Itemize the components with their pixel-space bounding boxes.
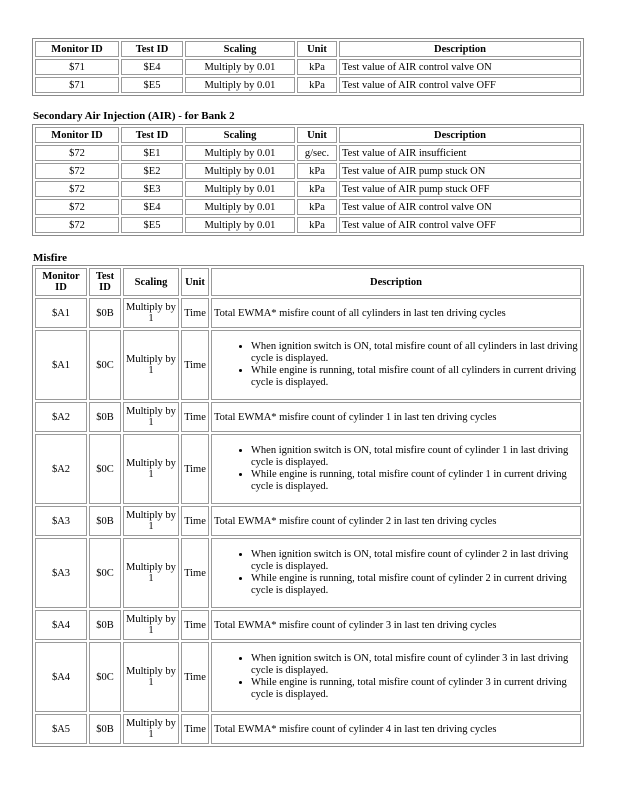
monitor-id-cell: $72 <box>35 145 119 161</box>
test-id-cell: $0B <box>89 298 121 328</box>
monitor-id-cell: $A4 <box>35 642 87 712</box>
unit-cell: Time <box>181 714 209 744</box>
table-row <box>35 298 581 328</box>
monitor-id-cell: $72 <box>35 181 119 197</box>
table-row <box>35 163 581 179</box>
unit-cell: Time <box>181 402 209 432</box>
table-body <box>35 298 581 744</box>
bullet-item: • While engine is running, total misfire count of all cylinders in current driving cycle is displayed. <box>251 365 578 389</box>
table-body <box>35 59 581 93</box>
bullet-list <box>214 549 578 597</box>
bullet-list <box>214 653 578 701</box>
bullet-list <box>214 445 578 493</box>
test-id-cell: $E5 <box>121 77 183 93</box>
description-cell: Total EWMA* misfire count of cylinder 1 in last ten driving cycles <box>211 402 581 432</box>
scaling-cell: Multiply by 1 <box>123 610 179 640</box>
test-id-cell: $0B <box>89 402 121 432</box>
monitor-id-cell: $A3 <box>35 538 87 608</box>
unit-cell: g/sec. <box>297 145 337 161</box>
header-test-id: Test ID <box>89 268 121 296</box>
description-cell: Test value of AIR control valve ON <box>339 199 581 215</box>
header-description: Description <box>339 41 581 57</box>
unit-cell: kPa <box>297 181 337 197</box>
bullet-item: • When ignition switch is ON, total misfire count of all cylinders in last driving cycle is displayed. <box>251 341 578 365</box>
monitor-id-cell: $A3 <box>35 506 87 536</box>
bullet-item: • When ignition switch is ON, total misfire count of cylinder 1 in last driving cycle is displayed. <box>251 445 578 469</box>
scaling-cell: Multiply by 0.01 <box>185 77 295 93</box>
air-bank2-table <box>32 124 584 236</box>
unit-cell: kPa <box>297 163 337 179</box>
test-id-cell: $0B <box>89 610 121 640</box>
test-id-cell: $0C <box>89 538 121 608</box>
header-row <box>35 268 581 296</box>
monitor-id-cell: $71 <box>35 59 119 75</box>
unit-cell: Time <box>181 298 209 328</box>
header-test-id: Test ID <box>121 127 183 143</box>
test-id-cell: $0C <box>89 642 121 712</box>
header-test-id: Test ID <box>121 41 183 57</box>
scaling-cell: Multiply by 0.01 <box>185 163 295 179</box>
table-row <box>35 434 581 504</box>
monitor-id-cell: $72 <box>35 217 119 233</box>
table-row <box>35 217 581 233</box>
monitor-id-cell: $72 <box>35 199 119 215</box>
scaling-cell: Multiply by 1 <box>123 538 179 608</box>
description-cell: Total EWMA* misfire count of all cylinders in last ten driving cycles <box>211 298 581 328</box>
header-unit: Unit <box>297 127 337 143</box>
air-bank1-table <box>32 38 584 96</box>
header-scaling: Scaling <box>185 127 295 143</box>
table-row <box>35 642 581 712</box>
table-row <box>35 610 581 640</box>
table-row <box>35 59 581 75</box>
monitor-id-cell: $72 <box>35 163 119 179</box>
scaling-cell: Multiply by 1 <box>123 402 179 432</box>
description-cell: Test value of AIR pump stuck OFF <box>339 181 581 197</box>
description-cell: Test value of AIR control valve OFF <box>339 77 581 93</box>
monitor-id-cell: $A2 <box>35 434 87 504</box>
test-id-cell: $E2 <box>121 163 183 179</box>
header-description: Description <box>339 127 581 143</box>
scaling-cell: Multiply by 0.01 <box>185 59 295 75</box>
test-id-cell: $0C <box>89 434 121 504</box>
unit-cell: kPa <box>297 217 337 233</box>
unit-cell: kPa <box>297 77 337 93</box>
header-monitor-id: Monitor ID <box>35 41 119 57</box>
table-row <box>35 77 581 93</box>
header-monitor-id: Monitor ID <box>35 127 119 143</box>
bullet-list <box>214 341 578 389</box>
scaling-cell: Multiply by 0.01 <box>185 181 295 197</box>
description-cell <box>211 642 581 712</box>
monitor-id-cell: $A5 <box>35 714 87 744</box>
scaling-cell: Multiply by 1 <box>123 714 179 744</box>
scaling-cell: Multiply by 0.01 <box>185 217 295 233</box>
description-cell: Total EWMA* misfire count of cylinder 3 in last ten driving cycles <box>211 610 581 640</box>
monitor-id-cell: $A4 <box>35 610 87 640</box>
unit-cell: Time <box>181 642 209 712</box>
description-cell: Test value of AIR control valve OFF <box>339 217 581 233</box>
scaling-cell: Multiply by 1 <box>123 298 179 328</box>
unit-cell: kPa <box>297 59 337 75</box>
scaling-cell: Multiply by 0.01 <box>185 145 295 161</box>
table-row <box>35 181 581 197</box>
scaling-cell: Multiply by 1 <box>123 506 179 536</box>
table-row <box>35 145 581 161</box>
description-cell <box>211 330 581 400</box>
description-cell <box>211 434 581 504</box>
monitor-id-cell: $A2 <box>35 402 87 432</box>
test-id-cell: $0B <box>89 506 121 536</box>
table-header <box>35 268 581 296</box>
header-description: Description <box>211 268 581 296</box>
description-cell: Total EWMA* misfire count of cylinder 4 in last ten driving cycles <box>211 714 581 744</box>
header-monitor-id: Monitor ID <box>35 268 87 296</box>
monitor-id-cell: $71 <box>35 77 119 93</box>
scaling-cell: Multiply by 1 <box>123 434 179 504</box>
unit-cell: Time <box>181 434 209 504</box>
table-row <box>35 538 581 608</box>
scaling-cell: Multiply by 0.01 <box>185 199 295 215</box>
test-id-cell: $E4 <box>121 199 183 215</box>
scaling-cell: Multiply by 1 <box>123 642 179 712</box>
table-row <box>35 714 581 744</box>
description-cell: Test value of AIR pump stuck ON <box>339 163 581 179</box>
header-unit: Unit <box>181 268 209 296</box>
scaling-cell: Multiply by 1 <box>123 330 179 400</box>
bullet-item: • When ignition switch is ON, total misfire count of cylinder 2 in last driving cycle is displayed. <box>251 549 578 573</box>
header-row <box>35 127 581 143</box>
unit-cell: Time <box>181 330 209 400</box>
bullet-item: • While engine is running, total misfire count of cylinder 3 in current driving cycle is displayed. <box>251 677 578 701</box>
table-body <box>35 145 581 233</box>
table-row <box>35 330 581 400</box>
monitor-id-cell: $A1 <box>35 298 87 328</box>
header-row <box>35 41 581 57</box>
table-row <box>35 199 581 215</box>
unit-cell: Time <box>181 506 209 536</box>
table-row <box>35 402 581 432</box>
test-id-cell: $0B <box>89 714 121 744</box>
unit-cell: kPa <box>297 199 337 215</box>
monitor-id-cell: $A1 <box>35 330 87 400</box>
description-cell: Test value of AIR insufficient <box>339 145 581 161</box>
bullet-item: • While engine is running, total misfire count of cylinder 1 in current driving cycle is displayed. <box>251 469 578 493</box>
test-id-cell: $0C <box>89 330 121 400</box>
table-header <box>35 41 581 57</box>
section-title-air-bank2: Secondary Air Injection (AIR) - for Bank 2 <box>33 110 235 122</box>
header-unit: Unit <box>297 41 337 57</box>
bullet-item: • When ignition switch is ON, total misfire count of cylinder 3 in last driving cycle is displayed. <box>251 653 578 677</box>
description-cell: Total EWMA* misfire count of cylinder 2 in last ten driving cycles <box>211 506 581 536</box>
test-id-cell: $E3 <box>121 181 183 197</box>
test-id-cell: $E1 <box>121 145 183 161</box>
section-title-misfire: Misfire <box>33 252 68 264</box>
test-id-cell: $E5 <box>121 217 183 233</box>
table-header <box>35 127 581 143</box>
unit-cell: Time <box>181 538 209 608</box>
misfire-table <box>32 265 584 747</box>
unit-cell: Time <box>181 610 209 640</box>
header-scaling: Scaling <box>185 41 295 57</box>
description-cell: Test value of AIR control valve ON <box>339 59 581 75</box>
test-id-cell: $E4 <box>121 59 183 75</box>
description-cell <box>211 538 581 608</box>
bullet-item: • While engine is running, total misfire count of cylinder 2 in current driving cycle is displayed. <box>251 573 578 597</box>
header-scaling: Scaling <box>123 268 179 296</box>
table-row <box>35 506 581 536</box>
